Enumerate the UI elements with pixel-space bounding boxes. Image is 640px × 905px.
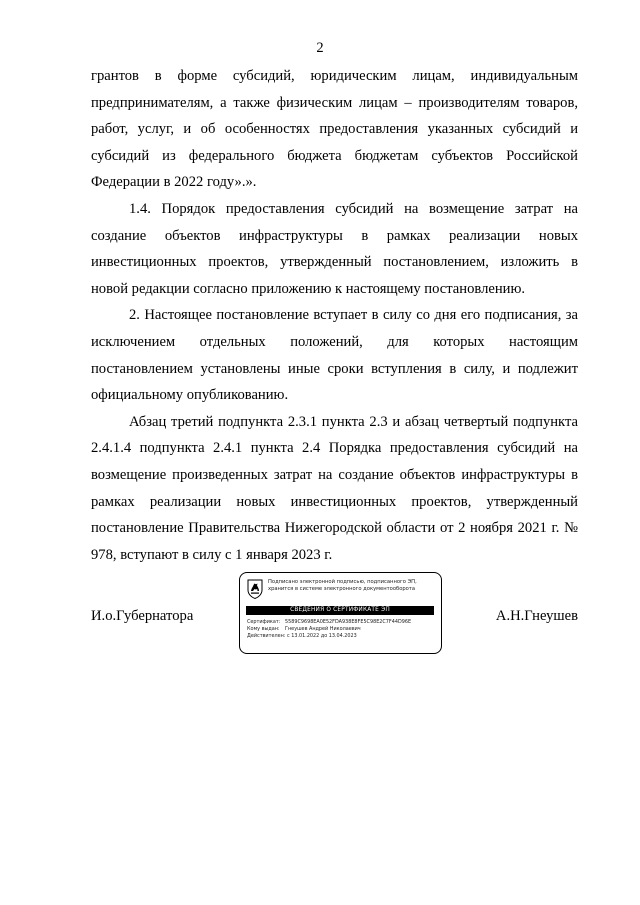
validity-value: с 13.01.2022 до 13.04.2023 [287,633,357,639]
validity-label: Действителен: [247,633,286,639]
page-number: 2 [316,40,324,56]
paragraph-item-2: 2. Настоящее постановление вступает в силу со дня его подписания, за исключением отдельных положений, для которых настоящим постановлением установлены иные сроки вступления в силу, и подлежит официальному опубликованию. [91,307,578,404]
paragraph-continuation: грантов в форме субсидий, юридическим лицам, индивидуальным предпринимателям, а также физическим лицам – производителям товаров, работ, услуг, и об особенностях предоставления указанных субсидий и субсидий из федерального бюджета бюджетам субъектов Российской Федерации в 2022 году».». [91,68,578,191]
document-body [91,63,578,568]
electronic-signature-stamp [239,572,442,654]
stamp-certificate-details [247,619,437,640]
owner-row [247,626,437,633]
stamp-header [268,579,436,593]
certificate-row [247,619,437,626]
coat-of-arms-icon [247,579,263,599]
owner-label: Кому выдан: [247,626,280,632]
certificate-value: 5589C9698EA0E52FDA938E8FE5C98E2C7F44D96E [285,619,412,625]
signer-name: А.Н.Гнеушев [495,608,578,624]
stamp-header-line-2: хранится в системе электронного документооборота [268,586,416,592]
certificate-label: Сертификат: [247,619,281,625]
paragraph-item-1-4: 1.4. Порядок предоставления субсидий на возмещение затрат на создание объектов инфраструктуры в рамках реализации новых инвестиционных проектов, утвержденный постановлением, изложить в новой редакции согласно приложению к настоящему постановлению. [91,200,578,297]
stamp-certificate-title: СВЕДЕНИЯ О СЕРТИФИКАТЕ ЭП [246,606,434,615]
signer-title: И.о.Губернатора [91,608,194,624]
stamp-header-line-1: Подписано электронной подписью, подписанного ЭП, [268,579,417,585]
owner-value: Гнеушев Андрей Николаевич [285,626,361,632]
paragraph-effective-date: Абзац третий подпункта 2.3.1 пункта 2.3 и абзац четвертый подпункта 2.4.1.4 подпункта 2.4.1 пункта 2.4 Порядка предоставления субсидий на возмещение произведенных затрат на создание объектов инфраструктуры в рамках реализации новых инвестиционных проектов, утвержденный постановление Правительства Нижегородской области от 2 ноября 2021 г. № 978, вступают в силу с 1 января 2023 г. [91,413,578,563]
validity-row [247,633,437,640]
signature-block [91,572,578,658]
